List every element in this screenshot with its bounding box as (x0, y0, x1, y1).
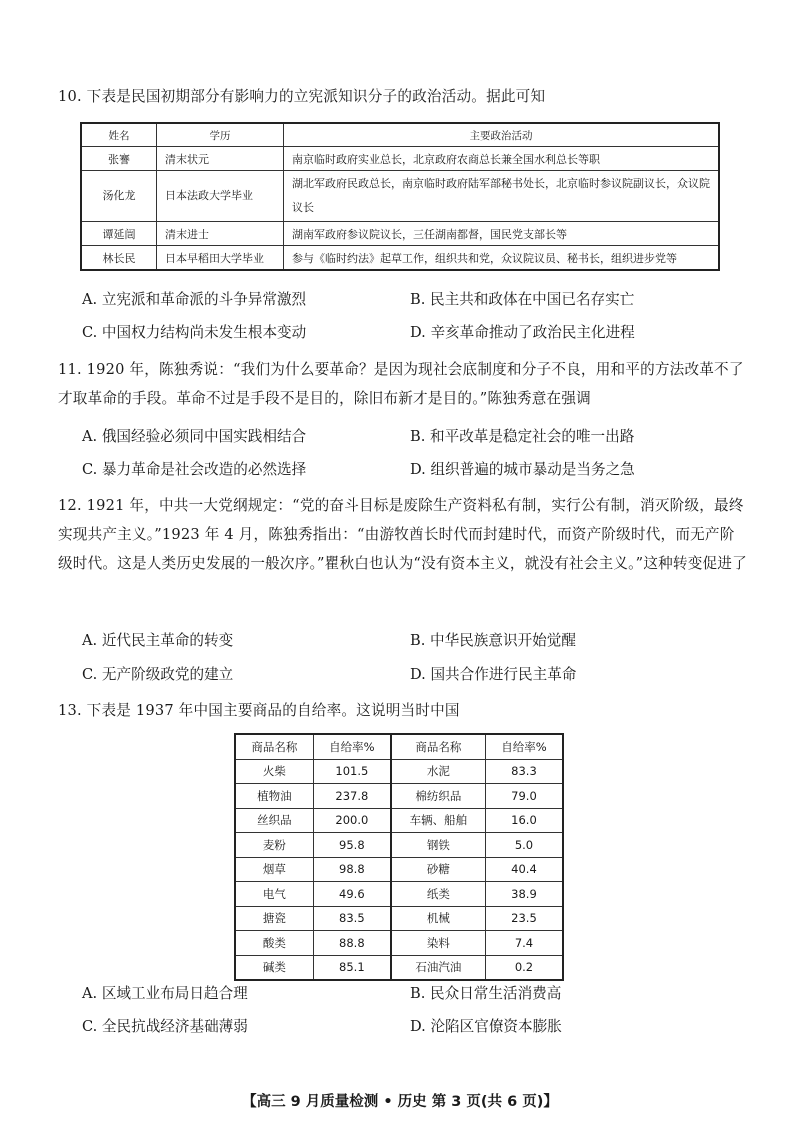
q13-header-rate: 自给率% (485, 734, 563, 759)
q10-header-activities: 主要政治活动 (284, 123, 720, 147)
q10-cell: 清末状元 (157, 147, 284, 171)
table-row (81, 171, 719, 222)
q13-cell: 5.0 (485, 833, 563, 858)
q13-option-c[interactable]: C. 全民抗战经济基础薄弱 (82, 1018, 248, 1035)
q13-cell: 101.5 (313, 759, 391, 784)
q13-cell: 染料 (391, 931, 486, 956)
q13-header-rate: 自给率% (313, 734, 391, 759)
q13-cell: 95.8 (313, 833, 391, 858)
q10-table (80, 122, 720, 271)
table-row (235, 857, 563, 882)
q10-cell: 参与《临时约法》起草工作，组织共和党，众议院议员、秘书长，组织进步党等 (284, 246, 720, 271)
q10-cell: 清末进士 (157, 222, 284, 246)
table-row (235, 931, 563, 956)
q13-cell: 纸类 (391, 882, 486, 907)
q13-cell: 烟草 (235, 857, 313, 882)
q13-cell: 火柴 (235, 759, 313, 784)
q12-option-a[interactable]: A. 近代民主革命的转变 (82, 632, 234, 649)
table-row (235, 955, 563, 980)
table-row (235, 833, 563, 858)
q13-cell: 酸类 (235, 931, 313, 956)
q13-cell: 40.4 (485, 857, 563, 882)
q13-table (234, 733, 564, 981)
q11-option-d[interactable]: D. 组织普遍的城市暴动是当务之急 (410, 461, 635, 478)
q13-cell: 搪瓷 (235, 906, 313, 931)
q10-cell: 林长民 (81, 246, 157, 271)
q13-option-d[interactable]: D. 沦陷区官僚资本膨胀 (410, 1018, 562, 1035)
table-row (235, 906, 563, 931)
q13-cell: 16.0 (485, 808, 563, 833)
q13-cell: 98.8 (313, 857, 391, 882)
q10-cell: 日本早稻田大学毕业 (157, 246, 284, 271)
q13-cell: 车辆、船舶 (391, 808, 486, 833)
q13-cell: 7.4 (485, 931, 563, 956)
q10-stem: 10. 下表是民国初期部分有影响力的立宪派知识分子的政治活动。据此可知 (58, 88, 546, 105)
q12-option-d[interactable]: D. 国共合作进行民主革命 (410, 666, 577, 683)
q13-cell: 38.9 (485, 882, 563, 907)
q10-option-b[interactable]: B. 民主共和政体在中国已名存实亡 (410, 291, 635, 308)
q13-cell: 0.2 (485, 955, 563, 980)
q13-cell: 植物油 (235, 784, 313, 809)
q13-cell: 23.5 (485, 906, 563, 931)
q13-cell: 79.0 (485, 784, 563, 809)
q10-cell: 湖南军政府参议院议长，三任湖南都督，国民党支部长等 (284, 222, 720, 246)
q13-cell: 石油汽油 (391, 955, 486, 980)
table-row (235, 882, 563, 907)
q13-option-a[interactable]: A. 区域工业布局日趋合理 (82, 985, 248, 1002)
q13-cell: 碱类 (235, 955, 313, 980)
q13-cell: 棉纺织品 (391, 784, 486, 809)
q13-cell: 麦粉 (235, 833, 313, 858)
q10-header-name: 姓名 (81, 123, 157, 147)
q13-header-item: 商品名称 (235, 734, 313, 759)
q10-option-c[interactable]: C. 中国权力结构尚未发生根本变动 (82, 324, 307, 341)
table-row (235, 759, 563, 784)
q13-cell: 钢铁 (391, 833, 486, 858)
q10-option-d[interactable]: D. 辛亥革命推动了政治民主化进程 (410, 324, 635, 341)
table-row (235, 808, 563, 833)
q11-option-b[interactable]: B. 和平改革是稳定社会的唯一出路 (410, 428, 635, 445)
q11-option-a[interactable]: A. 俄国经验必须同中国实践相结合 (82, 428, 307, 445)
q11-option-c[interactable]: C. 暴力革命是社会改造的必然选择 (82, 461, 307, 478)
q13-cell: 砂糖 (391, 857, 486, 882)
q13-cell: 机械 (391, 906, 486, 931)
q11-stem: 11. 1920 年，陈独秀说：“我们为什么要革命？是因为现社会底制度和分子不良，用和平的方法改革不了才取革命的手段。革命不过是手段不是目的，除旧布新才是目的。”陈独秀意在强调 (58, 361, 744, 407)
q13-cell: 49.6 (313, 882, 391, 907)
q13-cell: 水泥 (391, 759, 486, 784)
q13-cell: 83.3 (485, 759, 563, 784)
q10-cell: 谭延闿 (81, 222, 157, 246)
table-row (81, 222, 719, 246)
q13-cell: 85.1 (313, 955, 391, 980)
table-row (81, 246, 719, 271)
q13-cell: 88.8 (313, 931, 391, 956)
table-row (235, 784, 563, 809)
q13-cell: 电气 (235, 882, 313, 907)
table-row (81, 147, 719, 171)
page-footer: 【高三 9 月质量检测 • 历史 第 3 页(共 6 页)】 (242, 1094, 558, 1110)
q10-header-education: 学历 (157, 123, 284, 147)
q12-stem: 12. 1921 年，中共一大党纲规定：“党的奋斗目标是废除生产资料私有制，实行公有制，消灭阶级，最终实现共产主义。”1923 年 4 月，陈独秀指出：“由游牧酋长时代而封建时代，而资产阶级时代，而无产阶级时代。这是人类历史发展的一般次序。”瞿秋白也认为“没有资本主义，就没有社会主义。”这种转变促进了 (58, 497, 747, 572)
q13-cell: 丝织品 (235, 808, 313, 833)
q10-option-a[interactable]: A. 立宪派和革命派的斗争异常激烈 (82, 291, 307, 308)
q10-cell: 汤化龙 (81, 171, 157, 222)
q10-cell: 湖北军政府民政总长，南京临时政府陆军部秘书处长，北京临时参议院副议长，众议院议长 (284, 171, 720, 222)
q10-cell: 南京临时政府实业总长，北京政府农商总长兼全国水利总长等职 (284, 147, 720, 171)
q12-option-c[interactable]: C. 无产阶级政党的建立 (82, 666, 234, 683)
q10-cell: 日本法政大学毕业 (157, 171, 284, 222)
q13-option-b[interactable]: B. 民众日常生活消费高 (410, 985, 562, 1002)
q13-cell: 83.5 (313, 906, 391, 931)
q13-stem: 13. 下表是 1937 年中国主要商品的自给率。这说明当时中国 (58, 702, 460, 719)
q10-cell: 张謇 (81, 147, 157, 171)
q13-cell: 200.0 (313, 808, 391, 833)
q13-cell: 237.8 (313, 784, 391, 809)
q12-option-b[interactable]: B. 中华民族意识开始觉醒 (410, 632, 576, 649)
q13-header-item: 商品名称 (391, 734, 486, 759)
